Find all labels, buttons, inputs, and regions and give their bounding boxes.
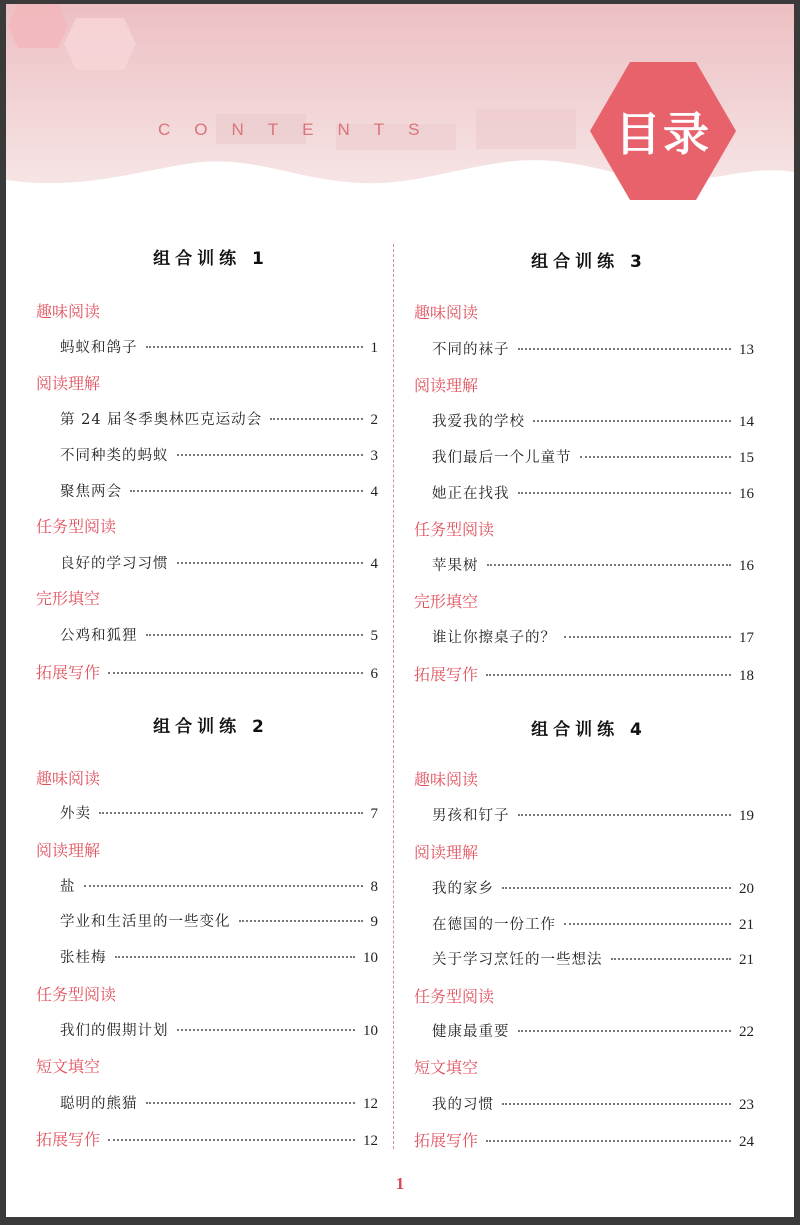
toc-entry[interactable]: 外卖 7 [60, 806, 378, 822]
toc-entry-writing[interactable]: 拓展写作 24 [414, 1131, 754, 1150]
page-number: 1 [395, 1174, 405, 1193]
category-label: 趣味阅读 [36, 769, 101, 788]
category-label: 阅读理解 [36, 841, 101, 860]
toc-title-badge [588, 60, 738, 202]
toc-entry[interactable]: 我们的假期计划 10 [60, 1023, 378, 1039]
category-label: 阅读理解 [414, 376, 479, 395]
toc-entry[interactable]: 聚焦两会 4 [60, 484, 378, 500]
toc-entry[interactable]: 苹果树 16 [432, 558, 754, 574]
toc-entry[interactable]: 我爱我的学校 14 [432, 414, 754, 430]
toc-entry[interactable]: 学业和生活里的一些变化 9 [60, 914, 378, 930]
category-label: 短文填空 [36, 1057, 101, 1076]
toc-entry[interactable]: 蚂蚁和鸽子 1 [60, 340, 378, 356]
group-title: 组合训练 2 [153, 717, 269, 737]
group-title: 组合训练 1 [153, 249, 269, 269]
toc-title: 目录 [615, 107, 711, 161]
toc-entry[interactable]: 盐 8 [60, 879, 378, 895]
group-title: 组合训练 4 [531, 720, 647, 740]
toc-entry[interactable]: 在德国的一份工作 21 [432, 917, 754, 933]
category-label: 任务型阅读 [36, 985, 117, 1004]
toc-entry[interactable]: 不同种类的蚂蚁 3 [60, 448, 378, 464]
toc-entry-writing[interactable]: 拓展写作 18 [414, 665, 754, 684]
toc-entry[interactable]: 健康最重要 22 [432, 1024, 754, 1040]
category-label: 趣味阅读 [414, 770, 479, 789]
toc-entry[interactable]: 关于学习烹饪的一些想法 21 [432, 952, 754, 968]
category-label: 阅读理解 [36, 374, 101, 393]
toc-entry[interactable]: 我的家乡 20 [432, 881, 754, 897]
category-label: 阅读理解 [414, 843, 479, 862]
category-label: 完形填空 [36, 589, 101, 608]
toc-entry[interactable]: 聪明的熊猫 12 [60, 1096, 378, 1112]
toc-entry[interactable]: 张桂梅 10 [60, 950, 378, 966]
category-label: 任务型阅读 [414, 520, 495, 539]
category-label: 任务型阅读 [36, 517, 117, 536]
category-label: 短文填空 [414, 1058, 479, 1077]
toc-entry[interactable]: 公鸡和狐狸 5 [60, 628, 378, 644]
toc-entry[interactable]: 我的习惯 23 [432, 1097, 754, 1113]
category-label: 任务型阅读 [414, 987, 495, 1006]
toc-page [6, 4, 794, 1217]
toc-entry[interactable]: 良好的学习习惯 4 [60, 556, 378, 572]
toc-entry[interactable]: 我们最后一个儿童节 15 [432, 450, 754, 466]
toc-entry-writing[interactable]: 拓展写作 6 [36, 663, 378, 682]
toc-entry[interactable]: 男孩和钉子 19 [432, 808, 754, 824]
category-label: 完形填空 [414, 592, 479, 611]
toc-entry[interactable]: 谁让你擦桌子的？ 17 [432, 630, 754, 646]
toc-entry-writing[interactable]: 拓展写作 12 [36, 1130, 378, 1149]
toc-entry[interactable]: 她正在找我 16 [432, 486, 754, 502]
contents-heading: CONTENTS [158, 120, 444, 139]
category-label: 趣味阅读 [414, 303, 479, 322]
category-label: 趣味阅读 [36, 302, 101, 321]
toc-entry[interactable]: 不同的袜子 13 [432, 342, 754, 358]
group-title: 组合训练 3 [531, 252, 647, 272]
toc-entry[interactable]: 第 24 届冬季奥林匹克运动会 2 [60, 412, 378, 428]
column-divider [393, 244, 394, 1149]
